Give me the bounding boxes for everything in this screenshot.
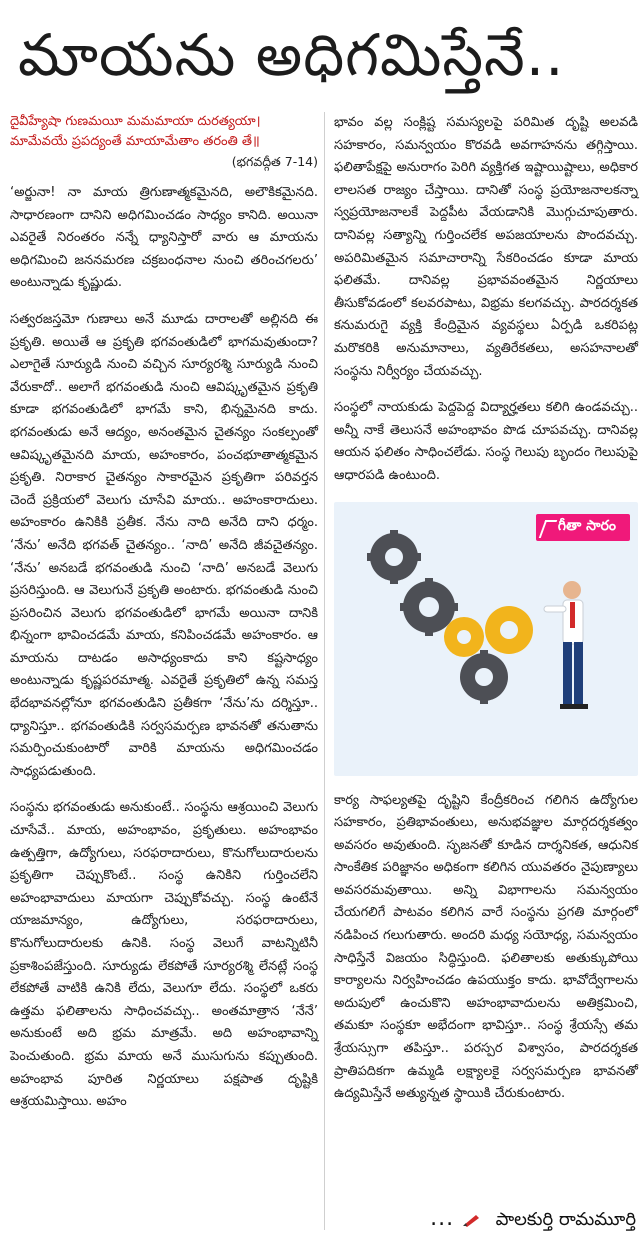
pen-icon [462, 1213, 484, 1227]
body-paragraph: కార్య సాఫల్యతపై దృష్టిని కేంద్రీకరించ గలిగిన ఉద్యోగుల సహకారం, ప్రతిభావంతులు, అనుభవజ్ఞుల మార్గదర్శకత్వం అవసరం అవుతుంది. సృజనతో కూడిన దార్శనికత, ఆధునిక సాంకేతిక పరిజ్ఞానం అధికంగా కలిగిన యువతరం నైపుణ్యాలు అవసరమవుతాయి. అన్ని విభాగాలను సమన్వయం చేయగలిగే పాటవం కలిగిన వారే సంస్థను ప్రగతి మార్గంలో నడిపించ గలుగుతారు. అందరి మధ్య సయోధ్య, సమన్వయం సాధిస్తేనే విజయం సిద్ధిస్తుంది. ఫలితాలకు అతుక్కుపోయి కార్యాలను నిర్వహించడం ఉపయుక్తం కాదు. భావోద్వేగాలను అదుపులో ఉంచుకొని అహంభావాదులను అతిక్రమించి, తమకూ సంస్థకూ అభేదంగా భావిస్తూ.. సంస్థ శ్రేయస్సే తమ శ్రేయస్సుగా తపిస్తూ.. పరస్పర విశ్వాసం, పారదర్శకత ప్రాతిపదికగా ఉమ్మడి లక్ష్యాలకై సర్వసమర్పణ భావనతో ఉద్యమిస్తేనే అత్యున్నత స్థాయికి చేరుకుంటారు. [334, 792, 638, 1102]
gears-illustration [334, 502, 638, 776]
byline [430, 1206, 636, 1234]
column-divider [324, 112, 325, 1230]
body-paragraph: సత్వరజస్తమో గుణాలు అనే మూడు దారాలతో అల్లినది ఈ ప్రకృతి. అయితే ఆ ప్రకృతి భగవంతుడిలో భాగమవుతుందా? ఎలాగైతే సూర్యుడి నుంచి వచ్చిన సూర్యరశ్మి సూర్యుడి నుంచి వేరుకాదో.. అలాగే భగవంతుడి నుంచి ఆవిష్కృతమైన ప్రకృతి కూడా భగవంతుడిలో భాగమే కాని, భిన్నమైనది కాదు. భగవంతుడు అనే ఆద్యం, అనంతమైన చైతన్యం సంకల్పంతో ఆవిష్కృతమైనది మాయ, అహంకారం, పంచభూతాత్మకమైన ప్రకృతి. నిరాకార చైతన్యం సాకారమైన ప్రకృతిగా పరివర్తన చెందే ప్రక్రియలో వెలుగు చూసేవి మాయ.. అహంకారాదులు. అహంకారం ఉనికికి ప్రతీక. నేను నాది అనేది దాని ధర్మం. ‘నేను’ అనేది భగవత్ చైతన్యం.. ‘నాది’ అనేది జీవచైతన్యం. ‘నేను’ అనబడే భగవంతుడి నుంచి ‘నాది’ అనబడే వెలుగు ప్రసరిస్తుంది. ఆ వెలుగునే ప్రకృతి అంటారు. భగవంతుడి నుంచి ప్రసరించిన వెలుగు భగవంతుడిలో భాగమే అయినా దానికి భిన్నంగా భావించడమే మాయ, కనిపించడమే అహంకారం. ఆ మాయను దాటడం అసాధ్యంకాదు కాని కష్టసాధ్యం అంటున్నాడు కృష్ణపరమాత్మ. ఎవరైతే ప్రకృతిలో ఉన్న సమస్త భేదభావనల్లోనూ భగవంతుడిని ప్రతీకగా ‘నేను’ను దర్శిస్తూ.. ధ్యానిస్తూ.. భగవంతుడికి సర్వసమర్పణ భావనతో తనుతాను సమర్పించుకుంటారో వారికి మాయను అధిగమించడం సాధ్యపడుతుంది. [10, 311, 318, 779]
sloka-reference: (భగవద్గీత 7-14) [231, 154, 318, 169]
author-name: పాలకుర్తి రామమూర్తి [495, 1209, 636, 1230]
byline-dots: ... [430, 1206, 455, 1231]
body-paragraph: సంస్థను భగవంతుడు అనుకుంటే.. సంస్థను ఆశ్రయించి వెలుగు చూసేవే.. మాయ, అహంభావం, ప్రకృతులు. అహంభావం ఉత్పత్తిగా, ఉద్యోగులు, సరఫరాదారులు, కొనుగోలుదారులను ప్రకృతిగా చెప్పుకొంటే.. సంస్థ ఉనికిని గుర్తించలేని అహంభావాదులు మాయగా చెప్పుకోవచ్చు. సంస్థ ఉంటేనే యాజమాన్యం, ఉద్యోగులు, సరఫరాదారులు, కొనుగోలుదారులకు ఉనికి. సంస్థ వెలుగే వాటన్నిటినీ ప్రకాశింపజేస్తుంది. సూర్యుడు లేకపోతే సూర్యరశ్మి లేనట్లే సంస్థ లేకపోతే వాటికి ఉనికి లేదు, వెలుగూ లేదు. సంస్థలో ఒకరు ఉత్తమ ఫలితాలను సాధించవచ్చు.. అంతమాత్రాన ‘నేనే’ అనుకుంటే అది భ్రమ మాత్రమే. అది అహంభావాన్ని పెంచుతుంది. భ్రమ మాయ అనే ముసుగును కప్పుతుంది. అహంభావ పూరిత నిర్ణయాలు పక్షపాత దృష్టికి ఆశ్రయమిస్తాయి. అహం [10, 800, 318, 1110]
body-paragraph: సంస్థలో నాయకుడు పెద్దపెద్ద విద్యార్హతలు కలిగి ఉండవచ్చు.. అన్నీ నాకే తెలుసనే అహంభావం పొడ చూపవచ్చు. దానివల్ల ఆయన ఫలితం సాధించలేడు. సంస్థ గెలుపు బృందం గెలుపుపై ఆధారపడి ఉంటుంది. [334, 400, 638, 483]
sloka-line-1: దైవీహ్యేషా గుణమయీ మమమాయా దురత్యయా। [10, 114, 261, 129]
headline-block [0, 0, 644, 100]
headline: మాయను అధిగమిస్తేనే.. [18, 21, 565, 89]
gears-illustration-icon [334, 502, 638, 776]
right-column [334, 112, 638, 1120]
figure-tag: గీతా సారం [536, 514, 630, 541]
sloka-line-2: మామేవయే ప్రపద్యంతే మాయామేతాం తరంతి తే॥ [10, 134, 260, 149]
body-paragraph: ‘అర్జునా! నా మాయ త్రిగుణాత్మకమైనది, అలౌకికమైనది. సాధారణంగా దానిని అధిగమించడం సాధ్యం కానిది. అయినా ఎవరైతే నిరంతరం నన్నే ధ్యానిస్తారో వారు ఆ మాయను అధిగమించి జననమరణ చక్రబంధనాల నుంచి తరించగలరు’ అంటున్నాడు కృష్ణుడు. [10, 185, 318, 291]
left-column [10, 112, 318, 1128]
businessman-figure [544, 581, 588, 709]
body-paragraph: భావం వల్ల సంక్లిష్ట సమస్యలపై పరిమిత దృష్టి అలవడి సహకారం, సమన్వయం కొరవడి అవగాహనను తగ్గిస్తాయి. ఫలితాపేక్షపై అనురాగం పెరిగి వ్యక్తిగత ఇష్టాయిష్టాలు, అధికార లాలసత రాజ్యం చేస్తాయి. దానితో సంస్థ ప్రయోజనాలకన్నా స్వప్రయోజనాలకే పెద్దపీట వేయడానికి మొగ్గుచూపుతారు. దానివల్ల సత్యాన్ని గుర్తించలేక అపజయాలను పొందవచ్చు. అపరిమితమైన సమాచారాన్ని సేకరించడం కూడా మాయ ఫలితమే. దానివల్ల ప్రభావవంతమైన నిర్ణయాలు తీసుకోవడంలో కలవరపాటు, విభ్రమ కలగవచ్చు. పారదర్శకత కనుమరుగై వ్యక్తి కేంద్రిమైన వ్యవస్థలు ఏర్పడి ఒకరిపట్ల మరొకరికి అనుమానాలు, వ్యతిరేకతలు, అసహనాలతో సంస్థను నిర్వీర్యం చేయవచ్చు. [334, 115, 638, 379]
